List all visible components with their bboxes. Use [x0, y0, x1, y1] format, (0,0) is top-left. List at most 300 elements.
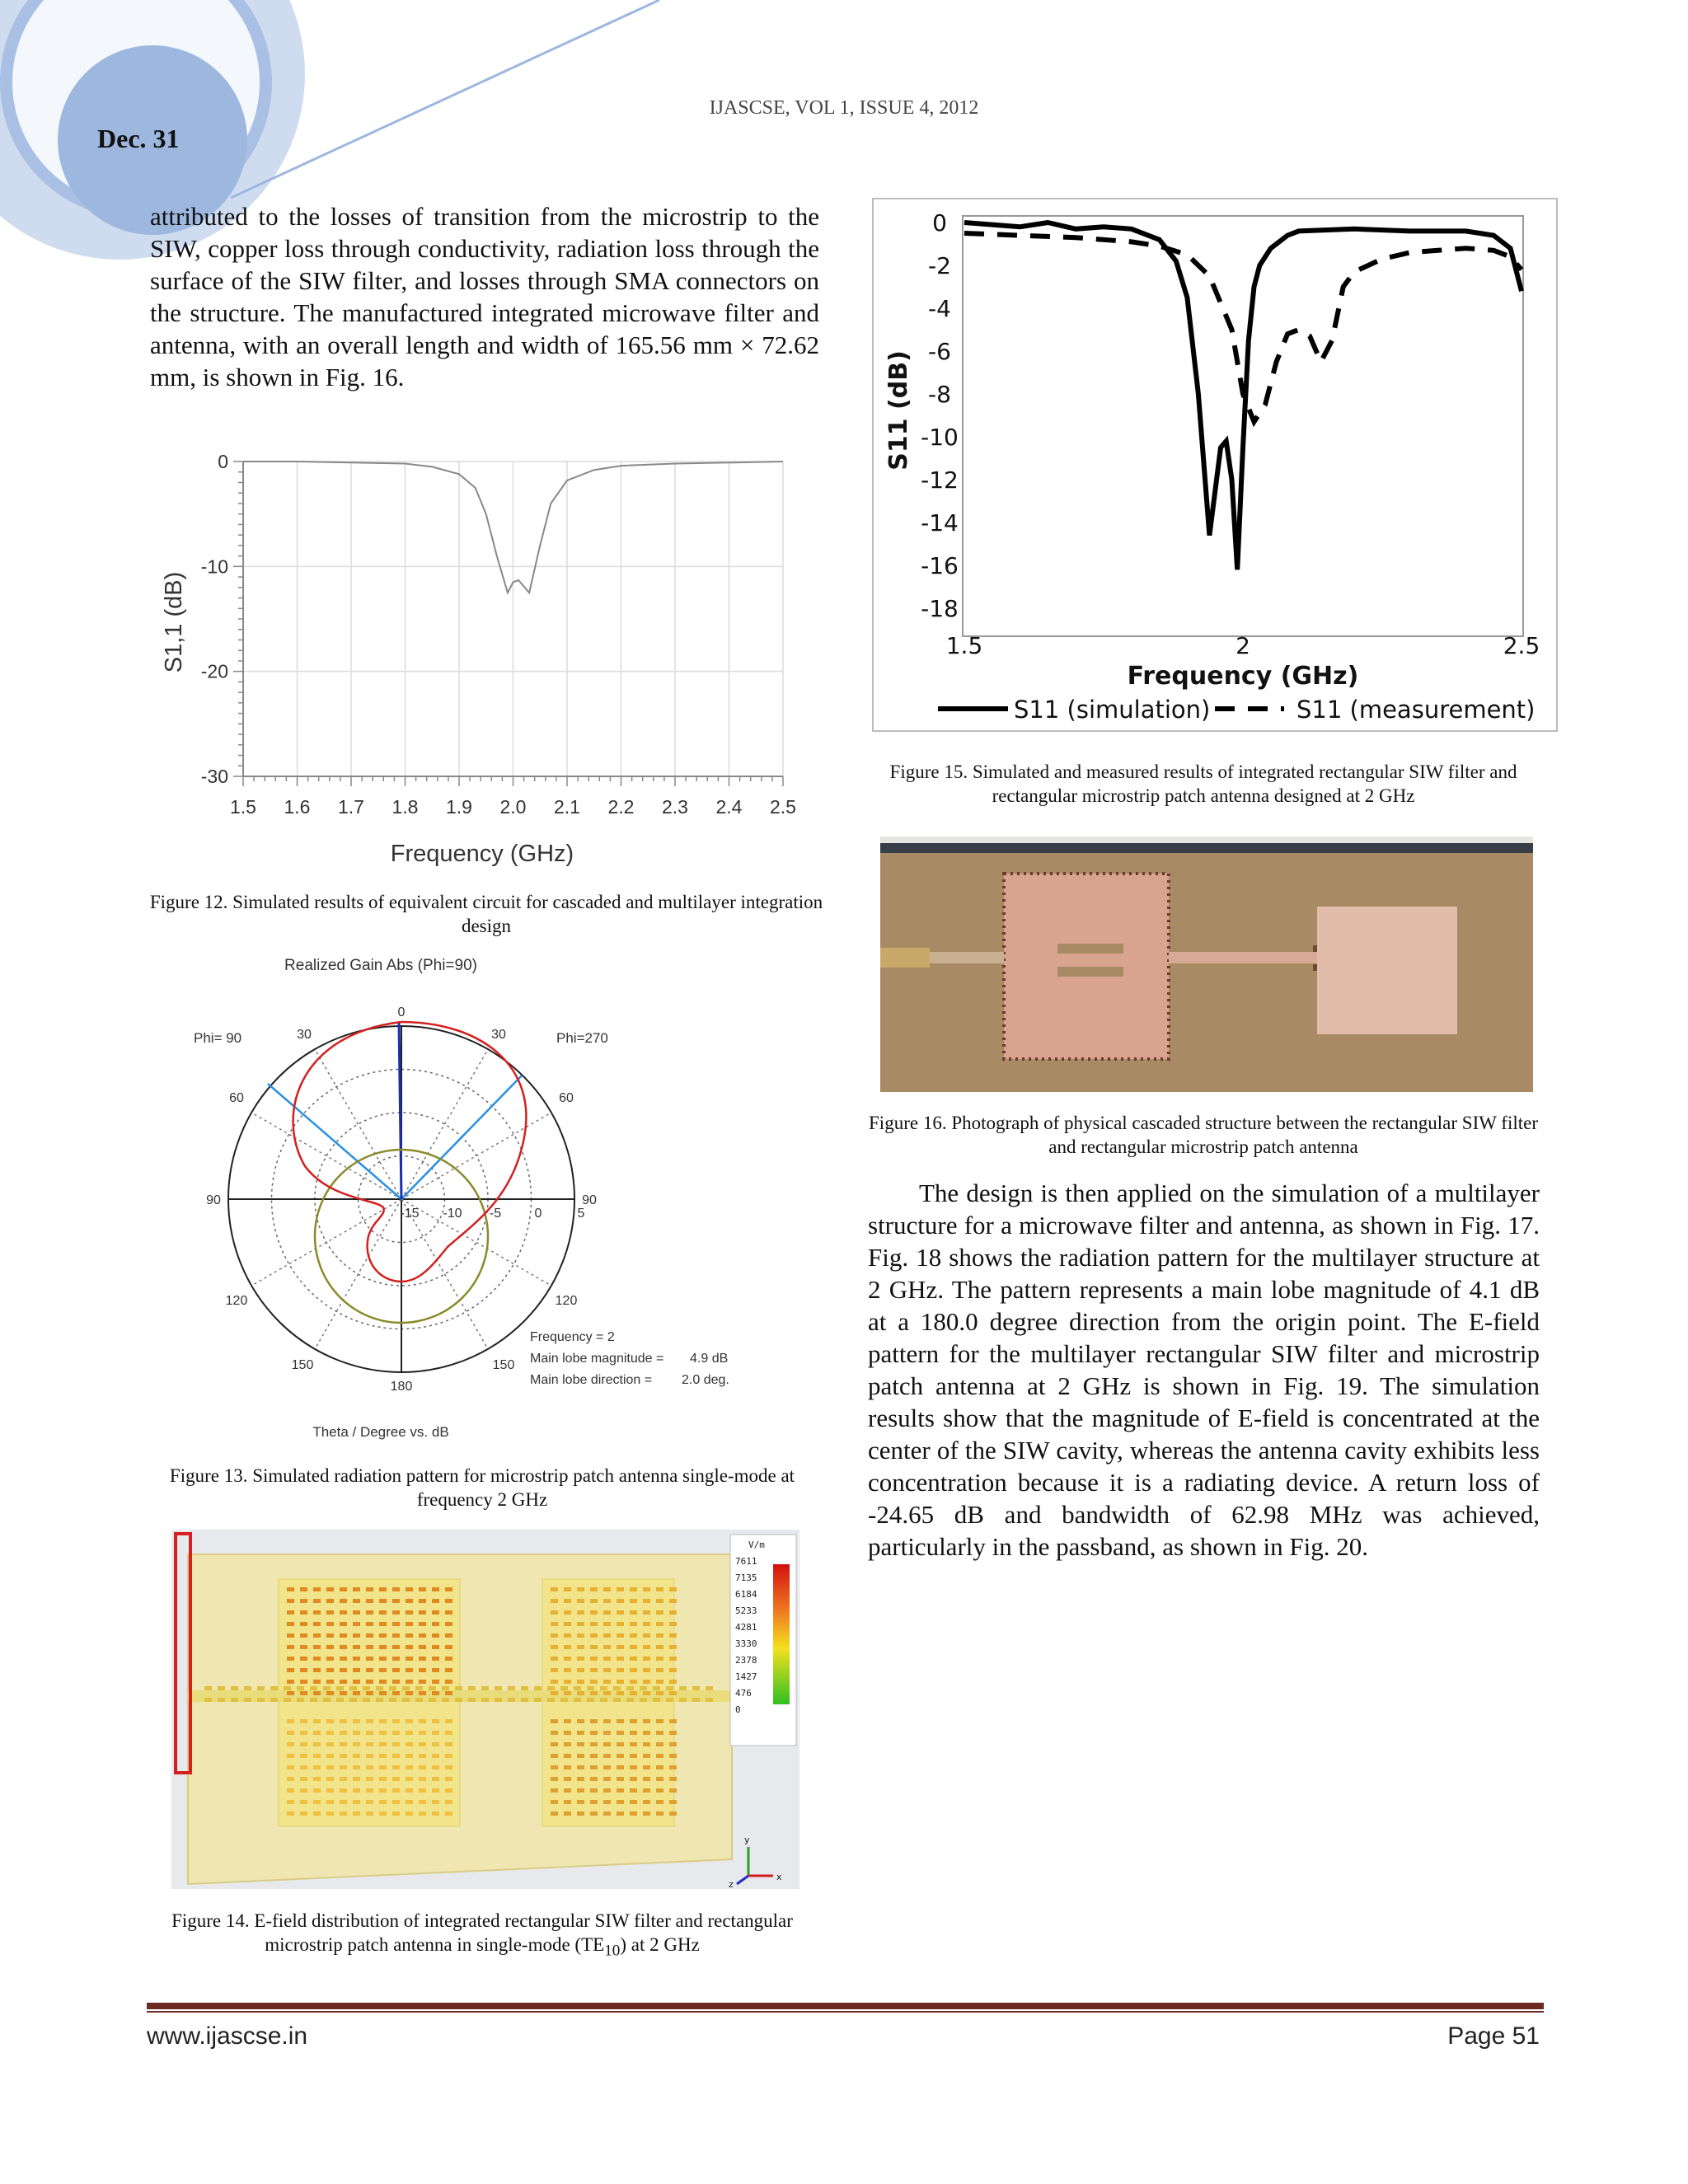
- fig14-arrow: [521, 1698, 528, 1702]
- fig14-arrow: [326, 1657, 334, 1661]
- fig14-arrow: [406, 1657, 413, 1661]
- fig14-arrow: [406, 1742, 413, 1746]
- fig14-arrow: [392, 1645, 400, 1649]
- fig13-angle-label: 150: [492, 1358, 515, 1372]
- fig14-arrow: [432, 1691, 439, 1695]
- fig14-arrow: [353, 1754, 360, 1758]
- fig13-angle-label: 60: [229, 1091, 244, 1105]
- fig14-arrow: [630, 1657, 637, 1661]
- fig14-arrow: [564, 1633, 571, 1638]
- fig14-arrow: [287, 1719, 294, 1723]
- fig14-arrow: [445, 1610, 452, 1615]
- fig14-arrow: [406, 1777, 413, 1781]
- fig14-arrow: [577, 1668, 584, 1672]
- fig14-arrow: [353, 1731, 360, 1735]
- fig14-arrow: [392, 1777, 400, 1781]
- fig14-arrow: [603, 1680, 611, 1684]
- fig14-arrow: [551, 1599, 558, 1603]
- fig14-arrow: [445, 1668, 452, 1672]
- fig14-arrow: [560, 1698, 568, 1702]
- fig14-arrow: [617, 1765, 624, 1769]
- fig14-arrow: [669, 1668, 677, 1672]
- fig14-arrow: [669, 1691, 677, 1695]
- fig14-arrow: [313, 1668, 321, 1672]
- fig14-arrow: [534, 1698, 542, 1702]
- fig14-arrow: [432, 1719, 439, 1723]
- fig12-xtick-label: 1.5: [230, 796, 256, 818]
- fig14-arrow: [300, 1765, 307, 1769]
- fig14-arrow: [392, 1657, 400, 1661]
- fig14-arrow: [366, 1599, 373, 1603]
- fig15-ytick-label: 0: [932, 209, 947, 237]
- fig14-arrow: [392, 1742, 400, 1746]
- fig14-arrow: [379, 1742, 387, 1746]
- fig14-arrow: [300, 1800, 307, 1804]
- fig14-arrow: [445, 1599, 452, 1603]
- fig12-xtick-label: 2.1: [554, 796, 580, 818]
- fig15-ylabel: S11 (dB): [884, 350, 913, 471]
- fig14-arrow: [640, 1686, 647, 1690]
- fig13-info-mag-label: Main lobe magnitude =: [530, 1352, 664, 1366]
- fig14-arrow: [349, 1686, 357, 1690]
- fig14-arrow: [353, 1587, 360, 1591]
- fig14-arrow: [564, 1788, 571, 1793]
- fig14-arrow: [445, 1742, 452, 1746]
- fig14-arrow: [366, 1680, 373, 1684]
- fig14-arrow: [313, 1645, 321, 1649]
- fig14-arrow: [445, 1811, 452, 1816]
- fig14-arrow: [419, 1800, 426, 1804]
- fig14-arrow: [300, 1719, 307, 1723]
- fig13-angle-label: 150: [291, 1358, 314, 1372]
- fig14-arrow: [313, 1777, 321, 1781]
- fig14-arrow: [603, 1645, 611, 1649]
- fig14-arrow: [326, 1691, 334, 1695]
- fig14-arrow: [666, 1698, 673, 1702]
- fig14-arrow: [653, 1698, 660, 1702]
- fig14-arrow: [432, 1622, 439, 1626]
- fig14-arrow: [617, 1668, 624, 1672]
- fig14-arrow: [353, 1657, 360, 1661]
- fig14-arrow: [577, 1719, 584, 1723]
- fig14-arrow: [363, 1698, 370, 1702]
- fig14-arrow: [669, 1622, 677, 1626]
- fig14-arrow: [287, 1622, 294, 1626]
- footer-url[interactable]: www.ijascse.in: [147, 2022, 308, 2050]
- fig14-arrow: [323, 1698, 331, 1702]
- fig14-arrow: [353, 1777, 360, 1781]
- fig14-arrow: [432, 1765, 439, 1769]
- fig14-arrow: [656, 1680, 663, 1684]
- fig14-arrow: [340, 1754, 347, 1758]
- fig14-arrow: [590, 1622, 598, 1626]
- fig14-arrow: [613, 1686, 621, 1690]
- fig14-arrow: [630, 1742, 637, 1746]
- fig14-arrow: [577, 1610, 584, 1615]
- fig14-arrow: [287, 1587, 294, 1591]
- fig14-arrow: [392, 1788, 400, 1793]
- fig14-arrow: [547, 1698, 555, 1702]
- fig14-arrow: [340, 1691, 347, 1695]
- fig14-arrow: [692, 1698, 700, 1702]
- fig14-arrow: [445, 1754, 452, 1758]
- fig14-arrow: [442, 1686, 449, 1690]
- fig14-arrow: [666, 1686, 673, 1690]
- fig14-arrow: [551, 1719, 558, 1723]
- fig14-arrow: [669, 1680, 677, 1684]
- fig14-arrow: [313, 1680, 321, 1684]
- fig13-angle-label: 180: [390, 1380, 413, 1394]
- fig13-phi-left: Phi= 90: [194, 1030, 242, 1046]
- fig14-arrow: [270, 1698, 278, 1702]
- fig14-arrow: [287, 1668, 294, 1672]
- fig14-arrow: [419, 1754, 426, 1758]
- fig14-arrow: [432, 1599, 439, 1603]
- fig14-scale-label: 3330: [735, 1638, 757, 1649]
- fig14-arrow: [617, 1610, 624, 1615]
- fig15-xtick-label: 2.5: [1503, 632, 1540, 659]
- fig14-arrow: [402, 1686, 410, 1690]
- fig14-arrow: [603, 1657, 611, 1661]
- fig14-arrow: [244, 1698, 251, 1702]
- fig14-arrow: [617, 1622, 624, 1626]
- fig14-arrow: [617, 1800, 624, 1804]
- fig14-arrow: [551, 1731, 558, 1735]
- fig14-arrow: [326, 1788, 334, 1793]
- fig12-xtick-label: 2.5: [770, 796, 796, 818]
- fig12-ytick-label: -10: [200, 555, 228, 578]
- fig14-arrow: [590, 1657, 598, 1661]
- fig14-arrow: [626, 1698, 634, 1702]
- fig14-arrow: [326, 1587, 334, 1591]
- fig14-arrow: [551, 1765, 558, 1769]
- fig14-arrow: [366, 1668, 373, 1672]
- fig14-arrow: [564, 1742, 571, 1746]
- fig12-ytick-label: -30: [200, 766, 228, 787]
- fig14-arrow: [313, 1587, 321, 1591]
- fig14-arrow: [300, 1754, 307, 1758]
- fig14-arrow: [617, 1788, 624, 1793]
- fig14-arrow: [656, 1645, 663, 1649]
- fig14-arrow: [313, 1719, 321, 1723]
- fig14-arrow: [603, 1800, 611, 1804]
- fig12-xlabel: Frequency (GHz): [390, 841, 574, 867]
- fig14-arrow: [336, 1686, 344, 1690]
- fig14-arrow: [406, 1599, 413, 1603]
- fig14-arrow: [630, 1788, 637, 1793]
- fig14-arrow: [656, 1731, 663, 1735]
- fig13-radial-label: 0: [534, 1207, 542, 1221]
- fig14-arrow: [270, 1686, 278, 1690]
- fig14-arrow: [284, 1686, 291, 1690]
- fig14-arrow: [419, 1811, 426, 1816]
- fig13-spoke: [401, 1113, 551, 1199]
- fig14-arrow: [231, 1686, 238, 1690]
- fig14-arrow: [406, 1691, 413, 1695]
- fig14-arrow: [643, 1599, 650, 1603]
- fig14-axis-z: z: [729, 1879, 734, 1889]
- fig14-arrow: [656, 1633, 663, 1638]
- fig14-arrow: [340, 1719, 347, 1723]
- fig14-arrow: [379, 1587, 387, 1591]
- fig14-arrow: [643, 1691, 650, 1695]
- fig14-scale-label: 6184: [735, 1589, 757, 1600]
- fig14-arrow: [564, 1587, 571, 1591]
- fig14-arrow: [445, 1633, 452, 1638]
- fig14-arrow: [617, 1691, 624, 1695]
- fig14-arrow: [326, 1645, 334, 1649]
- fig14-arrow: [692, 1686, 700, 1690]
- fig14-arrow: [287, 1657, 294, 1661]
- fig14-arrow: [340, 1731, 347, 1735]
- fig14-arrow: [419, 1633, 426, 1638]
- fig14-scale-label: 1427: [735, 1671, 757, 1682]
- fig14-arrow: [419, 1719, 426, 1723]
- fig14-arrow: [603, 1788, 611, 1793]
- fig14-arrow: [643, 1719, 650, 1723]
- fig14-arrow: [445, 1622, 452, 1626]
- fig14-arrow: [630, 1691, 637, 1695]
- fig14-arrow: [313, 1788, 321, 1793]
- fig14-arrow: [432, 1633, 439, 1638]
- fig14-arrow: [310, 1698, 317, 1702]
- fig14-arrow: [432, 1800, 439, 1804]
- fig14-arrow: [643, 1668, 650, 1672]
- fig14-arrow: [432, 1731, 439, 1735]
- fig14-arrow: [577, 1777, 584, 1781]
- fig14-arrow: [669, 1633, 677, 1638]
- fig14-arrow: [534, 1686, 542, 1690]
- fig13-radial-labels: [400, 1207, 584, 1221]
- fig15-xtick-label: 2: [1236, 632, 1250, 659]
- fig14-arrow: [445, 1691, 452, 1695]
- fig14-arrow: [445, 1587, 452, 1591]
- fig14-arrow: [326, 1610, 334, 1615]
- fig12-xtick-label: 2.3: [662, 796, 688, 818]
- fig14-arrow: [445, 1788, 452, 1793]
- fig14-arrow: [313, 1599, 321, 1603]
- fig14-arrow: [300, 1645, 307, 1649]
- fig14-arrow: [551, 1788, 558, 1793]
- fig14-arrow: [590, 1742, 598, 1746]
- fig14-arrow: [326, 1754, 334, 1758]
- fig14-caption-a: Figure 14. E-field distribution of integrated rectangular SIW filter and rectangular microstrip patch antenna in single-mode (TE: [171, 1910, 793, 1955]
- fig14-arrow: [379, 1633, 387, 1638]
- fig14-arrow: [287, 1645, 294, 1649]
- fig14-arrow: [353, 1599, 360, 1603]
- fig14-arrow: [297, 1698, 304, 1702]
- fig12-yticks: [201, 451, 228, 787]
- fig14-arrow: [669, 1599, 677, 1603]
- fig14-arrow: [656, 1777, 663, 1781]
- fig14-arrow: [669, 1788, 677, 1793]
- fig14-arrow: [617, 1811, 624, 1816]
- fig14-arrow: [392, 1599, 400, 1603]
- fig15-xtick-label: 1.5: [945, 632, 983, 659]
- fig13-radial-label: -15: [400, 1207, 420, 1221]
- fig14-arrow: [432, 1587, 439, 1591]
- fig14-arrow: [313, 1622, 321, 1626]
- fig14-arrow: [300, 1731, 307, 1735]
- fig14-scale-label: 7135: [735, 1572, 757, 1583]
- fig14-scale-label: 7611: [735, 1556, 757, 1567]
- fig14-arrow: [287, 1754, 294, 1758]
- fig14-arrow: [389, 1686, 396, 1690]
- fig14-arrow: [669, 1731, 677, 1735]
- fig14-arrow: [577, 1742, 584, 1746]
- fig14-arrow: [300, 1610, 307, 1615]
- fig14-arrow: [603, 1765, 611, 1769]
- fig14-arrow: [603, 1811, 611, 1816]
- fig14-arrow: [340, 1668, 347, 1672]
- journal-header: IJASCSE, VOL 1, ISSUE 4, 2012: [709, 97, 979, 119]
- fig14-arrow: [392, 1754, 400, 1758]
- fig14-arrow: [313, 1800, 321, 1804]
- fig15-ytick-label: -6: [928, 338, 951, 365]
- fig14-arrow: [617, 1657, 624, 1661]
- fig14-arrow: [551, 1622, 558, 1626]
- fig14-arrow: [656, 1668, 663, 1672]
- fig14-arrow: [340, 1599, 347, 1603]
- fig14-arrow: [353, 1788, 360, 1793]
- fig14-arrow: [590, 1587, 598, 1591]
- fig14-arrow: [366, 1645, 373, 1649]
- fig14-arrow: [643, 1765, 650, 1769]
- fig13-angle-label: 120: [225, 1294, 248, 1308]
- fig14-arrow: [415, 1686, 423, 1690]
- fig15-ytick-label: -18: [921, 595, 959, 622]
- fig15-legend-meas: S11 (measurement): [1296, 696, 1536, 724]
- fig14-arrow: [617, 1645, 624, 1649]
- fig14-arrow: [445, 1800, 452, 1804]
- fig14-arrow: [432, 1788, 439, 1793]
- fig14-arrow: [287, 1691, 294, 1695]
- fig14-arrow: [353, 1691, 360, 1695]
- fig14-arrow: [257, 1698, 265, 1702]
- fig14-arrow: [366, 1811, 373, 1816]
- fig14-arrow: [617, 1754, 624, 1758]
- fig14-arrow: [551, 1691, 558, 1695]
- fig14-arrow: [326, 1777, 334, 1781]
- fig14-arrow: [590, 1719, 598, 1723]
- fig14-arrow: [429, 1698, 436, 1702]
- fig15-ytick-label: -16: [921, 552, 959, 579]
- fig14-arrow: [577, 1587, 584, 1591]
- fig14-arrow: [340, 1788, 347, 1793]
- fig14-arrow: [643, 1622, 650, 1626]
- fig14-caption-b: ) at 2 GHz: [620, 1934, 700, 1955]
- fig12-xtick-label: 2.4: [715, 796, 743, 818]
- fig14-arrow: [551, 1645, 558, 1649]
- fig14-arrow: [590, 1754, 598, 1758]
- fig13-title: Realized Gain Abs (Phi=90): [284, 957, 477, 974]
- fig14-arrow: [300, 1622, 307, 1626]
- fig14-arrow: [577, 1754, 584, 1758]
- fig14-arrow: [432, 1610, 439, 1615]
- fig14-arrow: [590, 1691, 598, 1695]
- fig14-arrow: [455, 1686, 462, 1690]
- fig14-arrow: [406, 1731, 413, 1735]
- fig14-arrow: [590, 1668, 598, 1672]
- fig14-arrow: [366, 1800, 373, 1804]
- fig14-arrow: [406, 1668, 413, 1672]
- fig14-arrow: [392, 1622, 400, 1626]
- fig14-arrow: [379, 1599, 387, 1603]
- fig14-arrow: [577, 1788, 584, 1793]
- fig14-arrow: [326, 1622, 334, 1626]
- fig14-arrow: [590, 1811, 598, 1816]
- footer-page-number: Page 51: [1447, 2022, 1540, 2050]
- fig14-arrow: [419, 1622, 426, 1626]
- fig14-arrow: [231, 1698, 238, 1702]
- fig12-xtick-label: 1.8: [392, 796, 419, 818]
- fig14-arrow: [419, 1680, 426, 1684]
- fig14-arrow: [577, 1800, 584, 1804]
- fig14-arrow: [406, 1645, 413, 1649]
- fig14-arrow: [445, 1719, 452, 1723]
- fig14-arrow: [379, 1788, 387, 1793]
- fig14-arrow: [656, 1610, 663, 1615]
- fig14-arrow: [603, 1599, 611, 1603]
- fig14-arrow: [406, 1719, 413, 1723]
- fig14-arrow: [564, 1622, 571, 1626]
- fig14-scale-label: 2378: [735, 1655, 757, 1666]
- fig14-arrow: [326, 1811, 334, 1816]
- fig14-arrow: [630, 1599, 637, 1603]
- fig14-arrow: [551, 1754, 558, 1758]
- fig14-arrow: [564, 1680, 571, 1684]
- fig14-arrow: [603, 1719, 611, 1723]
- fig14-arrow: [656, 1587, 663, 1591]
- fig12-xtick-label: 1.7: [338, 796, 364, 818]
- fig14-arrow: [564, 1599, 571, 1603]
- fig14-arrow: [326, 1800, 334, 1804]
- fig14-arrow: [432, 1754, 439, 1758]
- fig14-arrow: [640, 1698, 647, 1702]
- fig14-arrow: [564, 1719, 571, 1723]
- fig15-legend-sim: S11 (simulation): [1014, 696, 1211, 724]
- fig14-arrow: [429, 1686, 436, 1690]
- fig14-arrow: [392, 1765, 400, 1769]
- fig14-arrow: [419, 1657, 426, 1661]
- fig15-ytick-label: -14: [921, 509, 959, 537]
- fig14-arrow: [326, 1633, 334, 1638]
- fig14-arrow: [564, 1765, 571, 1769]
- fig14-arrow: [574, 1686, 581, 1690]
- fig14-arrow: [419, 1587, 426, 1591]
- fig13-lobe-line-right: [401, 1076, 522, 1199]
- fig14-arrow: [653, 1686, 660, 1690]
- fig14-arrow: [669, 1777, 677, 1781]
- fig14-arrow: [577, 1765, 584, 1769]
- fig14-arrow: [560, 1686, 568, 1690]
- fig14-arrow: [590, 1731, 598, 1735]
- fig14-arrow: [643, 1657, 650, 1661]
- fig14-arrow: [590, 1777, 598, 1781]
- fig14-arrow: [630, 1633, 637, 1638]
- fig14-arrow: [656, 1691, 663, 1695]
- fig14-arrow: [313, 1731, 321, 1735]
- fig14-arrow: [669, 1645, 677, 1649]
- fig14-arrow: [630, 1811, 637, 1816]
- fig14-arrow: [603, 1777, 611, 1781]
- fig14-arrow: [669, 1765, 677, 1769]
- fig14-arrow: [587, 1698, 594, 1702]
- fig14-arrow: [340, 1622, 347, 1626]
- fig14-arrow: [630, 1731, 637, 1735]
- fig14-arrow: [508, 1698, 515, 1702]
- fig14-arrow: [564, 1668, 571, 1672]
